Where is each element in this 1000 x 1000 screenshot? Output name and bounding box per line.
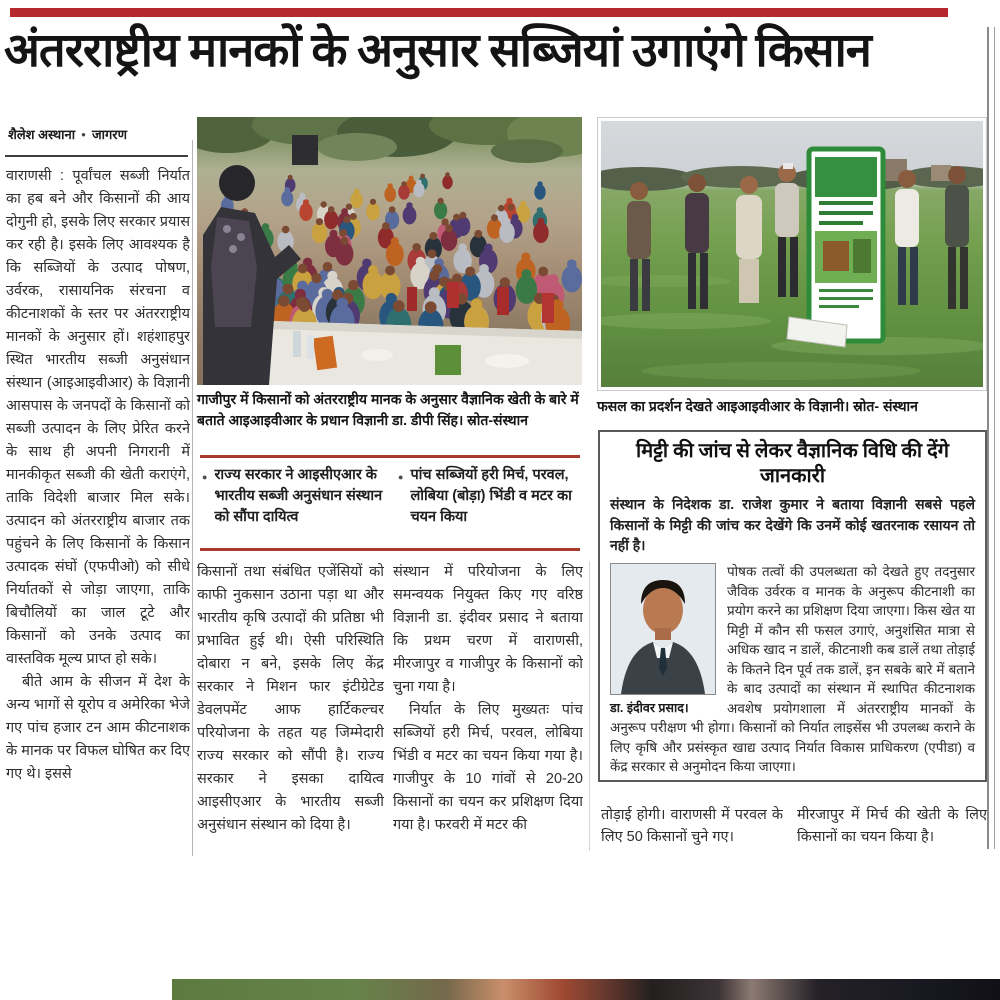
article-column-2 <box>197 561 384 851</box>
page-edge-rule-inner <box>994 27 995 849</box>
article-paragraph: संस्थान में परियोजना के लिए समन्वयक नियुक्त किए गए वरिष्ठ विज्ञानी डा. इंदीवर प्रसाद ने बताया कि प्रथम चरण में वाराणसी, मीरजापुर व गाजीपुर के किसानों को चुना गया है। <box>393 564 583 695</box>
column-rule-faint <box>589 561 590 851</box>
article-paragraph: बीते आम के सीजन में देश के अन्य भागों से यूरोप व अमेरिका भेजे गए पांच हजार टन आम कीटनाशक के मानक पर विफल घोषित कर दिए गए थे। इससे <box>6 674 190 782</box>
byline-author: शैलेश अस्थाना <box>8 127 76 142</box>
article-paragraph: निर्यात के लिए मुख्यतः पांच सब्जियों हरी मिर्च, परवल, लोबिया भिंडी व मटर का चयन किया गया है। गाजीपुर के 10 गांवों से 20-20 किसानों का चयन कर प्रशिक्षण दिया गया है। फरवरी में मटर की <box>393 702 583 833</box>
bullet-icon: ● <box>202 472 208 482</box>
page-title: अंतरराष्ट्रीय मानकों के अनुसार सब्जियां उगाएंगे किसान <box>4 25 871 77</box>
portrait-photo <box>610 563 716 695</box>
article-tail-column-2: मीरजापुर में मिर्च की खेती के लिए किसानों का चयन किया है। <box>797 807 987 845</box>
article-paragraph: वाराणसी : पूर्वांचल सब्जी निर्यात का हब बने और किसानों की आय दोगुनी हो, इसके लिए सरकार प्रयास कर रही है। इसके लिए आवश्यक है कि सब्जियों के उत्पाद पोषण, उर्वरक, रासायनिक संरचना व कीटनाशकों के स्तर पर अंतरराष्ट्रीय मानकों के अनुसार हों। शहंशाहपुर स्थित भारतीय सब्जी अनुसंधान संस्थान (आइआइवीआर) के विज्ञानी आसपास के जनपदों के किसानों को सब्जी उत्पादन के लिए प्रेरित करने के साथ ही अपनी निगरानी में मानकीकृत सब्जी की खेती कराएंगे, ताकि विदेशी बाजार मिल सके। उत्पादन को अंतरराष्ट्रीय बाजार तक पहुंचने के लिए किसानों के किसान उत्पादक संघों (एफपीओ) को सीधे निर्यातकों से जोड़ा जाएगा, ताकि बिचौलियों का जाल टूटे और किसानों को उनके उत्पाद का वास्तविक मूल्य प्राप्त हो सके। <box>6 168 190 667</box>
infobox <box>598 430 987 782</box>
photo1-caption: गाजीपुर में किसानों को अंतरराष्ट्रीय मानक के अनुसार वैज्ञानिक खेती के बारे में बताते आइआइवीआर के प्रधान विज्ञानी डा. डीपी सिंह। स्रोत-संस्थान <box>197 391 579 428</box>
highlight-text: पांच सब्जियों हरी मिर्च, परवल, लोबिया (बोड़ा) भिंडी व मटर का चयन किया <box>410 467 572 525</box>
infobox-body: पोषक तत्वों की उपलब्धता को देखते हुए तदनुसार जैविक उर्वरक व मानक के अनुरूप कीटनाशी का प्रयोग करने का प्रशिक्षण दिया जाएगा। किस खेत या मिट्टी में कौन सी फसल उगाएं, अनुशंसित मात्रा से अधिक खाद न डालें, कीटनाशी कब डालें तथा तोड़ाई के कितने दिन पूर्व तक डालें, इन सबके बारे में बताने के बाद उत्पादों का संस्थान में स्थापित कीटनाशक अवशेष प्रयोगशाला में अंतरराष्ट्रीय मानकों के अनुरूप परीक्षण भी होगा। किसानों को निर्यात लाइसेंस भी उपलब्ध कराने के लिए कृषि और प्रसंस्कृत खाद्य उत्पाद निर्यात विकास प्राधिकरण (एपीडा) व केंद्र सरकार से अनुमोदन किया जाएगा। <box>610 564 975 775</box>
article-column-1 <box>6 165 190 863</box>
table-foreground <box>255 321 582 385</box>
highlight-text: राज्य सरकार ने आइसीएआर के भारतीय सब्जी अनुसंधान संस्थान को सौंपा दायित्व <box>214 467 383 525</box>
highlight-item <box>398 465 580 547</box>
bullet-icon: ● <box>398 472 404 482</box>
infobox-lead: संस्थान के निदेशक डा. राजेश कुमार ने बताया विज्ञानी सबसे पहले किसानों के मिट्टी की जांच कर देखेंगे कि उनमें कोई खतरनाक रसायन तो नहीं है। <box>610 496 975 554</box>
photo-field-background <box>601 121 983 387</box>
portrait-caption: डा. इंदीवर प्रसाद। <box>610 701 689 716</box>
byline-separator-icon: ● <box>81 129 86 139</box>
photo-crowd-meeting <box>197 117 582 385</box>
byline-publication: जागरण <box>91 127 127 142</box>
highlight-item <box>202 465 384 547</box>
foliage-band <box>197 117 582 165</box>
bottom-photo-strip <box>172 979 1000 1000</box>
page-edge-rule-outer <box>987 27 989 849</box>
column-rule <box>192 140 193 856</box>
byline <box>8 125 127 143</box>
infobox-title: मिट्टी की जांच से लेकर वैज्ञानिक विधि की देंगे जानकारी <box>636 440 949 487</box>
photo-crowd-illustration <box>197 117 582 385</box>
byline-rule <box>5 155 188 157</box>
highlight-rule-top <box>200 455 580 458</box>
photo-field-demo <box>597 117 987 391</box>
top-red-rule <box>10 8 948 17</box>
highlight-rule-bottom <box>200 548 580 551</box>
article-paragraph: किसानों तथा संबंधित एजेंसियों को काफी नुकसान उठाना पड़ा था और भारतीय कृषि उत्पादों की प्रतिष्ठा भी प्रभावित हुई थी। ऐसी परिस्थिति दोबारा न बने, इसके लिए केंद्र सरकार ने मिशन फार इंटीग्रेटेड डेवलपमेंट आफ हार्टिकल्चर परियोजना के तहत यह जिम्मेदारी राज्य सरकार को सौंपी है। राज्य सरकार ने इसका दायित्व आइसीएआर के भारतीय सब्जी अनुसंधान संस्थान को दिया है। <box>197 564 384 833</box>
portrait-illustration <box>611 564 715 694</box>
article-column-3 <box>393 561 583 851</box>
article-tail-column-1: तोड़ाई होगी। वाराणसी में परवल के लिए 50 किसानों चुने गए। <box>601 807 783 845</box>
photo-field-illustration <box>601 121 983 387</box>
photo2-caption: फसल का प्रदर्शन देखते आइआइवीआर के विज्ञानी। स्रोत- संस्थान <box>597 398 918 414</box>
portrait-block <box>610 563 716 716</box>
highlight-strip <box>202 465 580 547</box>
